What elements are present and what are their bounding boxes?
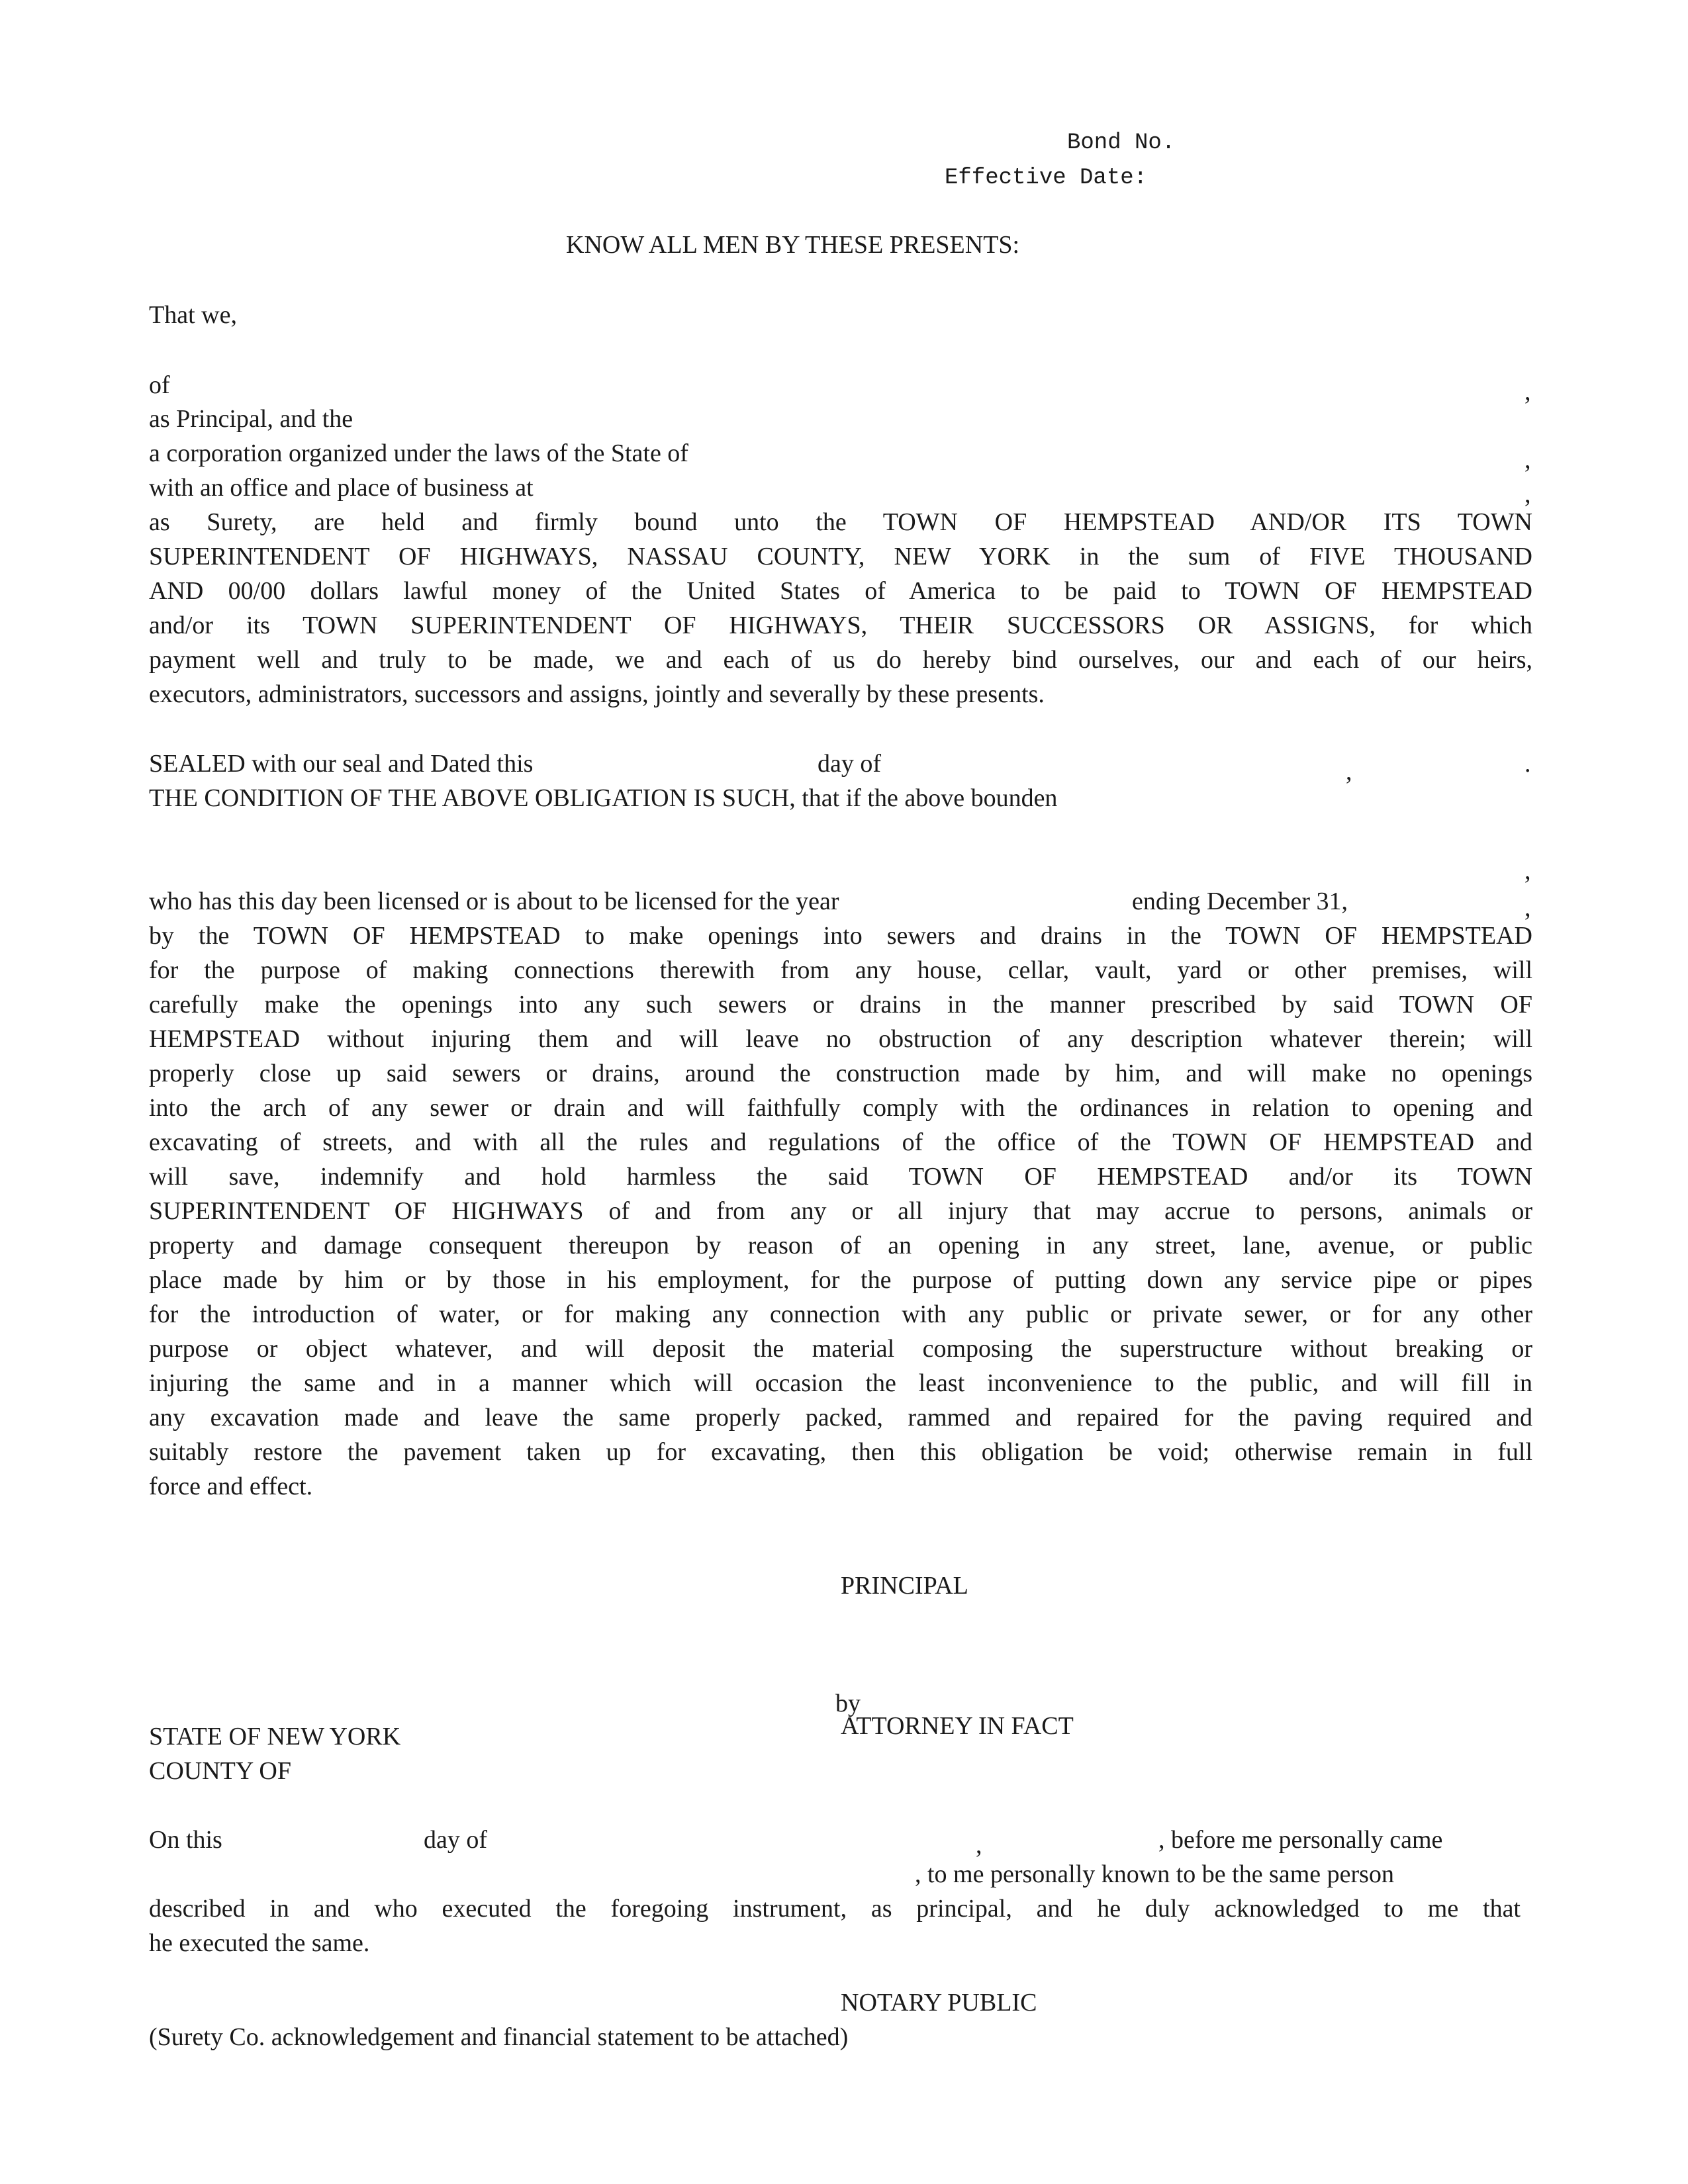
state-label: STATE OF NEW YORK [149,1723,401,1751]
surety-line: AND 00/00 dollars lawful money of the United States of America to be paid to TOWN OF HEMPSTEAD [149,577,1532,605]
condition-line: SUPERINTENDENT OF HIGHWAYS of and from any or all injury that may accrue to persons, animals or [149,1197,1532,1225]
by-label: by [835,1690,861,1717]
corporation-label: a corporation organized under the laws of the State of [149,439,688,467]
of-line-comma: , [1524,378,1531,406]
attorney-in-fact-label: ATTORNEY IN FACT [841,1712,1074,1740]
condition-line: suitably restore the pavement taken up for excavating, then this obligation be void; otherwise remain in full [149,1438,1532,1466]
ending-comma: , [1524,894,1531,922]
condition-line: purpose or object whatever, and will deposit the material composing the superstructure without breaking or [149,1335,1532,1363]
principal-label: PRINCIPAL [841,1572,968,1600]
condition-line: properly close up said sewers or drains, around the construction made by him, and will make no openings [149,1060,1532,1087]
condition-line: property and damage consequent thereupon by reason of an opening in any street, lane, avenue, or public [149,1232,1532,1259]
sealed-comma: , [1346,758,1352,786]
condition-line: injuring the same and in a manner which will occasion the least inconvenience to the public, and will fill in [149,1369,1532,1397]
bond-number-label: Bond No. [1067,130,1176,156]
known-label: , to me personally known to be the same person [915,1860,1394,1888]
condition-line: any excavation made and leave the same properly packed, rammed and repaired for the paving required and [149,1404,1532,1432]
ending-label: ending December 31, [1132,887,1348,915]
condition-line: by the TOWN OF HEMPSTEAD to make openings into sewers and drains in the TOWN OF HEMPSTEAD [149,922,1532,950]
condition-line: place made by him or by those in his employment, for the purpose of putting down any service pipe or pipes [149,1266,1532,1294]
surety-line: executors, administrators, successors and assigns, jointly and severally by these presents. [149,680,1045,708]
as-principal-label: as Principal, and the [149,405,353,433]
notary-comma: , [976,1831,982,1859]
acknowledgement-line: he executed the same. [149,1929,370,1957]
condition-paragraph [149,919,1532,1504]
condition-line: HEMPSTEAD without injuring them and will leave no obstruction of any description whatever therein; will [149,1025,1532,1053]
sealed-label: SEALED with our seal and Dated this [149,750,534,778]
licensed-label: who has this day been licensed or is about to be licensed for the year [149,887,839,915]
surety-line: SUPERINTENDENT OF HIGHWAYS, NASSAU COUNTY, NEW YORK in the sum of FIVE THOUSAND [149,543,1532,570]
condition-line: for the purpose of making connections therewith from any house, cellar, vault, yard or other premises, will [149,956,1532,984]
condition-heading: THE CONDITION OF THE ABOVE OBLIGATION IS SUCH, that if the above bounden [149,784,1058,812]
before-me-label: , before me personally came [1158,1826,1443,1854]
office-line-comma: , [1524,480,1531,508]
surety-paragraph [149,505,1532,711]
sealed-day-of-label: day of [818,750,882,778]
condition-line: excavating of streets, and with all the rules and regulations of the office of the TOWN OF HEMPSTEAD and [149,1128,1532,1156]
condition-line: into the arch of any sewer or drain and will faithfully comply with the ordinances in relation to opening and [149,1094,1532,1122]
bounden-line-comma: , [1524,857,1531,885]
surety-line: payment well and truly to be made, we and each of us do hereby bind ourselves, our and each of our heirs, [149,646,1532,674]
document-title: KNOW ALL MEN BY THESE PRESENTS: [566,231,1020,259]
condition-line: for the introduction of water, or for making any connection with any public or private sewer, or for any other [149,1300,1532,1328]
surety-line: and/or its TOWN SUPERINTENDENT OF HIGHWAYS, THEIR SUCCESSORS OR ASSIGNS, for which [149,612,1532,639]
that-we-label: That we, [149,301,237,329]
surety-line: as Surety, are held and firmly bound unto the TOWN OF HEMPSTEAD AND/OR ITS TOWN [149,508,1532,536]
sealed-period: . [1524,750,1531,778]
acknowledgement-line: described in and who executed the foregoing instrument, as principal, and he duly acknowledged to me that [149,1895,1521,1923]
office-label: with an office and place of business at [149,474,534,502]
notary-day-of-label: day of [424,1826,488,1854]
county-label: COUNTY OF [149,1757,291,1785]
acknowledgement-paragraph [149,1891,1521,1960]
notary-public-label: NOTARY PUBLIC [841,1989,1037,2017]
effective-date-label: Effective Date: [945,165,1148,191]
state-line-comma: , [1524,446,1531,474]
of-label: of [149,371,170,399]
surety-note: (Surety Co. acknowledgement and financial statement to be attached) [149,2023,849,2051]
on-this-label: On this [149,1826,222,1854]
condition-line: force and effect. [149,1473,313,1500]
condition-line: carefully make the openings into any such sewers or drains in the manner prescribed by said TOWN OF [149,991,1532,1019]
condition-line: will save, indemnify and hold harmless the said TOWN OF HEMPSTEAD and/or its TOWN [149,1163,1532,1191]
